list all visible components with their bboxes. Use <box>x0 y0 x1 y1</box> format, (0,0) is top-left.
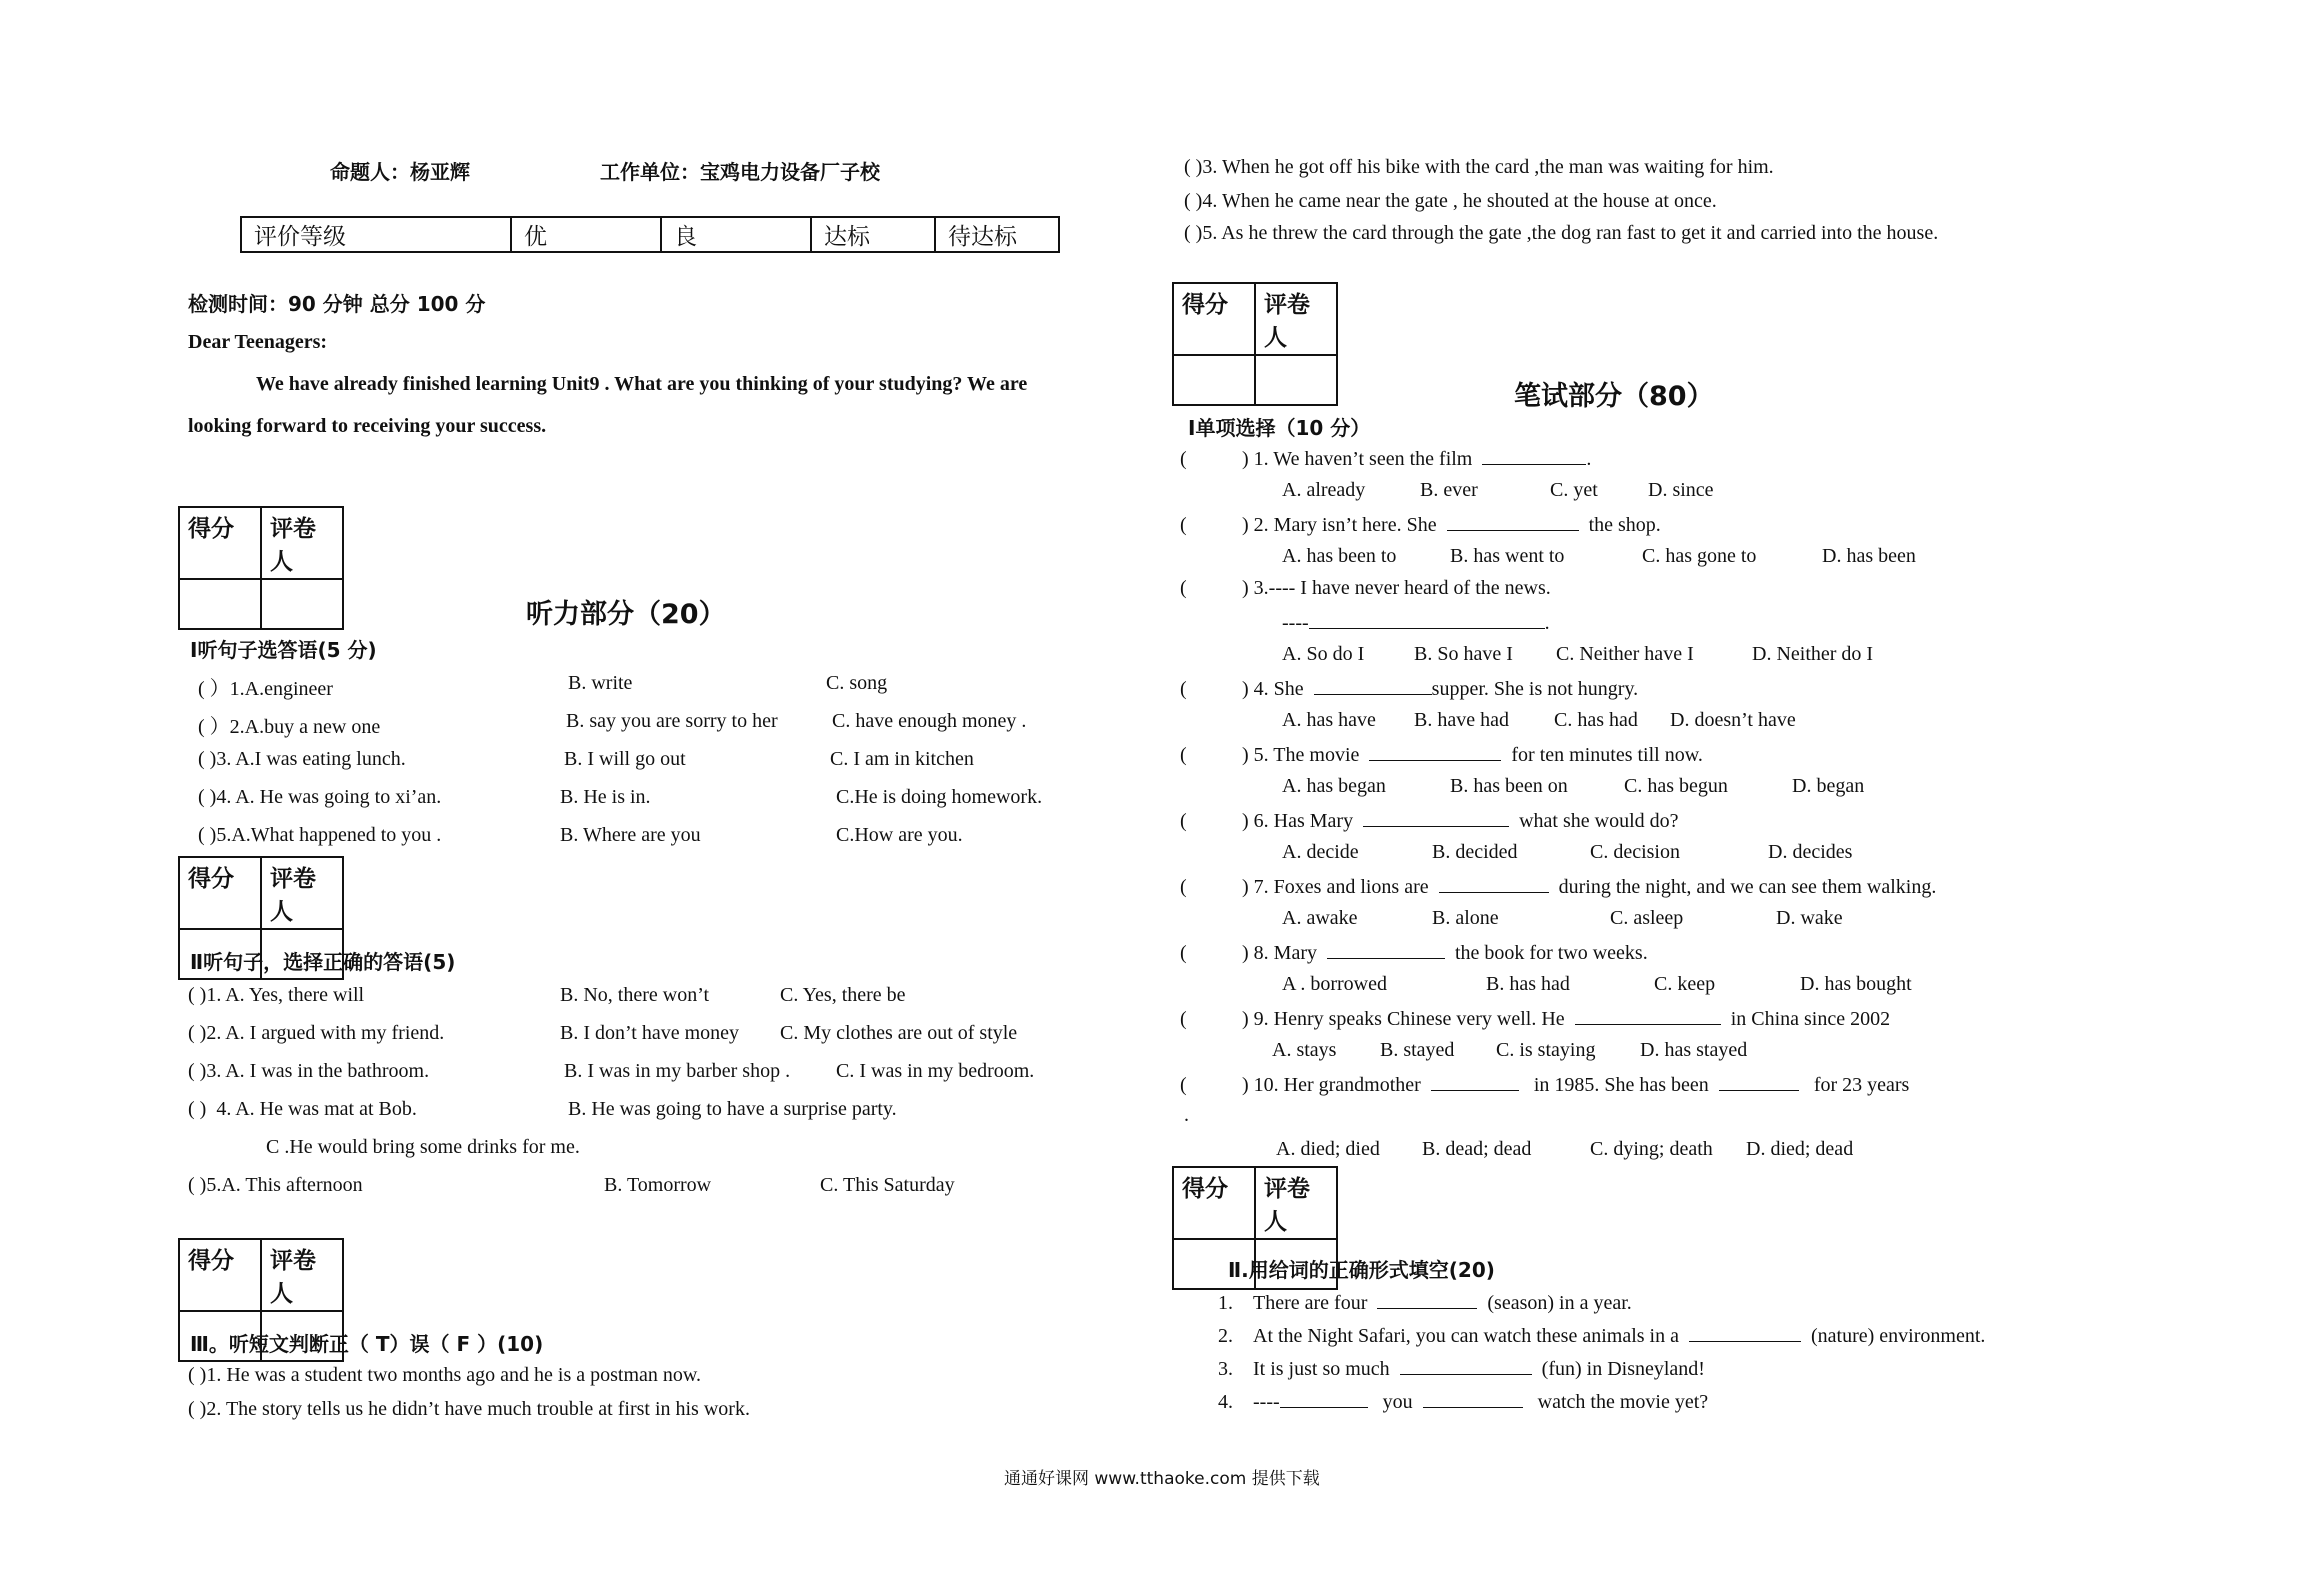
option: B. alone <box>1432 907 1499 929</box>
option-c: C. Yes, there be <box>780 984 906 1006</box>
list-item: ( )3. A. I was in the bathroom. <box>188 1060 430 1082</box>
list-item: ( )5.A.What happened to you . <box>198 824 442 846</box>
score-label: 得分 <box>179 1239 261 1311</box>
list-item: ( )3. A.I was eating lunch. <box>198 748 406 770</box>
option: C. has begun <box>1624 775 1728 797</box>
option-c: C. have enough money . <box>832 710 1027 732</box>
option: D. has stayed <box>1640 1039 1748 1061</box>
grader-label: 评卷人 <box>1255 1167 1337 1239</box>
listening-p1-title: Ⅰ听句子选答语(5 分) <box>190 638 377 662</box>
option: C. has had <box>1554 709 1638 731</box>
grade-cell: 优 <box>511 217 661 252</box>
question-5: ( ) 5. The movie for ten minutes till now. <box>1180 744 1703 766</box>
option: C. Neither have I <box>1556 643 1694 665</box>
question-4: ( ) 4. She supper. She is not hungry. <box>1180 678 1639 700</box>
option-b: B. I will go out <box>564 748 686 770</box>
unit-label: 工作单位：宝鸡电力设备厂子校 <box>600 160 880 184</box>
option: B. has went to <box>1450 545 1565 567</box>
option-b: B. I don’t have money <box>560 1022 740 1044</box>
option: B. has had <box>1486 973 1570 995</box>
score-cell <box>179 579 261 629</box>
question-3: ( ) 3.---- I have never heard of the news. <box>1180 577 1551 599</box>
list-item: ( )4. A. He was going to xi’an. <box>198 786 442 808</box>
option-c: C. I was in my bedroom. <box>836 1060 1035 1082</box>
written-s2-title: Ⅱ.用给词的正确形式填空(20) <box>1228 1258 1495 1282</box>
fill-item: 4. ---- you watch the movie yet? <box>1218 1391 1709 1413</box>
option: C. dying; death <box>1590 1138 1713 1160</box>
option-b: B. I was in my barber shop . <box>564 1060 791 1082</box>
list-item: ( )5.A. This afternoon <box>188 1174 363 1196</box>
option: A . borrowed <box>1282 973 1387 995</box>
option-b: B. Tomorrow <box>604 1174 712 1196</box>
list-item: ( ）1.A.engineer <box>198 678 333 700</box>
question-10: ( ) 10. Her grandmother in 1985. She has been for 23 years <box>1180 1074 1910 1096</box>
author-label: 命题人：杨亚辉 <box>330 160 470 184</box>
option: B. decided <box>1432 841 1518 863</box>
greeting: Dear Teenagers: <box>188 331 328 353</box>
option: A. stays <box>1272 1039 1337 1061</box>
stray-dot: . <box>1184 1104 1189 1126</box>
option-c: C. This Saturday <box>820 1174 955 1196</box>
list-item: ( ）2.A.buy a new one <box>198 716 381 738</box>
option: D. Neither do I <box>1752 643 1874 665</box>
option-c: C. I am in kitchen <box>830 748 974 770</box>
option-c: C.How are you. <box>836 824 963 846</box>
option: A. decide <box>1282 841 1359 863</box>
option: D. decides <box>1768 841 1853 863</box>
grader-cell <box>261 579 343 629</box>
option: B. stayed <box>1380 1039 1455 1061</box>
option-c: C.He is doing homework. <box>836 786 1043 808</box>
tf-item: ( )1. He was a student two months ago and he is a postman now. <box>188 1364 702 1386</box>
option-b: B. Where are you <box>560 824 701 846</box>
list-item: ( )1. A. Yes, there will <box>188 984 365 1006</box>
tf-item: ( )3. When he got off his bike with the card ,the man was waiting for him. <box>1184 156 1774 178</box>
option: B. So have I <box>1414 643 1513 665</box>
grader-label: 评卷人 <box>261 507 343 579</box>
option: C. has gone to <box>1642 545 1757 567</box>
score-label: 得分 <box>179 507 261 579</box>
score-box <box>1172 282 1338 406</box>
option: D. wake <box>1776 907 1843 929</box>
tf-item: ( )5. As he threw the card through the gate ,the dog ran fast to get it and carried into the house. <box>1184 222 1939 244</box>
question-8: ( ) 8. Mary the book for two weeks. <box>1180 942 1648 964</box>
option: A. awake <box>1282 907 1358 929</box>
option: D. has been <box>1822 545 1916 567</box>
option: A. has have <box>1282 709 1376 731</box>
score-label: 得分 <box>179 857 261 929</box>
option: B. dead; dead <box>1422 1138 1532 1160</box>
footer-text: 通通好课网 www.tthaoke.com 提供下载 <box>1004 1469 1320 1489</box>
listening-p2-title: Ⅱ听句子，选择正确的答语(5) <box>190 950 456 974</box>
option: C. asleep <box>1610 907 1684 929</box>
option: A. So do I <box>1282 643 1365 665</box>
fill-item: 3. It is just so much (fun) in Disneyland! <box>1218 1358 1705 1380</box>
question-2: ( ) 2. Mary isn’t here. She the shop. <box>1180 514 1661 536</box>
option-b: B. He was going to have a surprise party. <box>568 1098 897 1120</box>
option: C. is staying <box>1496 1039 1596 1061</box>
written-title: 笔试部分（80） <box>1514 381 1714 412</box>
option-b: B. No, there won’t <box>560 984 710 1006</box>
option: D. began <box>1792 775 1865 797</box>
question-1: ( ) 1. We haven’t seen the film . <box>1180 448 1592 470</box>
grade-cell: 评价等级 <box>241 217 511 252</box>
option-c: C .He would bring some drinks for me. <box>266 1136 580 1158</box>
question-9: ( ) 9. Henry speaks Chinese very well. He in China since 2002 <box>1180 1008 1891 1030</box>
option-c: C. song <box>826 672 888 694</box>
fill-item: 2. At the Night Safari, you can watch these animals in a (nature) environment. <box>1218 1325 1986 1347</box>
option-b: B. write <box>568 672 633 694</box>
score-label: 得分 <box>1173 283 1255 355</box>
grader-label: 评卷人 <box>261 857 343 929</box>
written-s1-title: Ⅰ单项选择（10 分） <box>1188 416 1371 440</box>
option: C. yet <box>1550 479 1598 501</box>
tf-item: ( )2. The story tells us he didn’t have much trouble at first in his work. <box>188 1398 750 1420</box>
option: A. has been to <box>1282 545 1397 567</box>
grader-label: 评卷人 <box>261 1239 343 1311</box>
option-b: B. He is in. <box>560 786 651 808</box>
question-7: ( ) 7. Foxes and lions are during the night, and we can see them walking. <box>1180 876 1937 898</box>
tf-item: ( )4. When he came near the gate , he shouted at the house at once. <box>1184 190 1717 212</box>
list-item: ( )2. A. I argued with my friend. <box>188 1022 445 1044</box>
grader-cell <box>1255 355 1337 405</box>
question-6: ( ) 6. Has Mary what she would do? <box>1180 810 1679 832</box>
fill-item: 1. There are four (season) in a year. <box>1218 1292 1632 1314</box>
option: A. has began <box>1282 775 1386 797</box>
listening-p3-title: Ⅲ。听短文判断正（ T）误（ F ）(10) <box>190 1332 544 1356</box>
intro-line-2: looking forward to receiving your success. <box>188 415 547 437</box>
option: D. since <box>1648 479 1714 501</box>
option: C. decision <box>1590 841 1680 863</box>
option: D. has bought <box>1800 973 1912 995</box>
option: B. ever <box>1420 479 1478 501</box>
intro-line-1: We have already finished learning Unit9 . What are you thinking of your studying? We are <box>256 373 1028 395</box>
option: D. doesn’t have <box>1670 709 1796 731</box>
listening-title: 听力部分（20） <box>526 599 726 630</box>
option: A. already <box>1282 479 1366 501</box>
option: D. died; dead <box>1746 1138 1854 1160</box>
option-b: B. say you are sorry to her <box>566 710 778 732</box>
exam-time: 检测时间：90 分钟 总分 100 分 <box>188 292 486 316</box>
option: B. has been on <box>1450 775 1568 797</box>
grade-table <box>240 216 1060 253</box>
question-3-reply: ---- . <box>1282 612 1550 634</box>
grade-cell: 达标 <box>811 217 935 252</box>
option: B. have had <box>1414 709 1509 731</box>
option-c: C. My clothes are out of style <box>780 1022 1018 1044</box>
option: A. died; died <box>1276 1138 1380 1160</box>
score-label: 得分 <box>1173 1167 1255 1239</box>
score-box <box>178 506 344 630</box>
grader-label: 评卷人 <box>1255 283 1337 355</box>
list-item: ( ) 4. A. He was mat at Bob. <box>188 1098 417 1120</box>
grade-cell: 待达标 <box>935 217 1059 252</box>
option: C. keep <box>1654 973 1716 995</box>
score-cell <box>1173 355 1255 405</box>
grade-cell: 良 <box>661 217 811 252</box>
